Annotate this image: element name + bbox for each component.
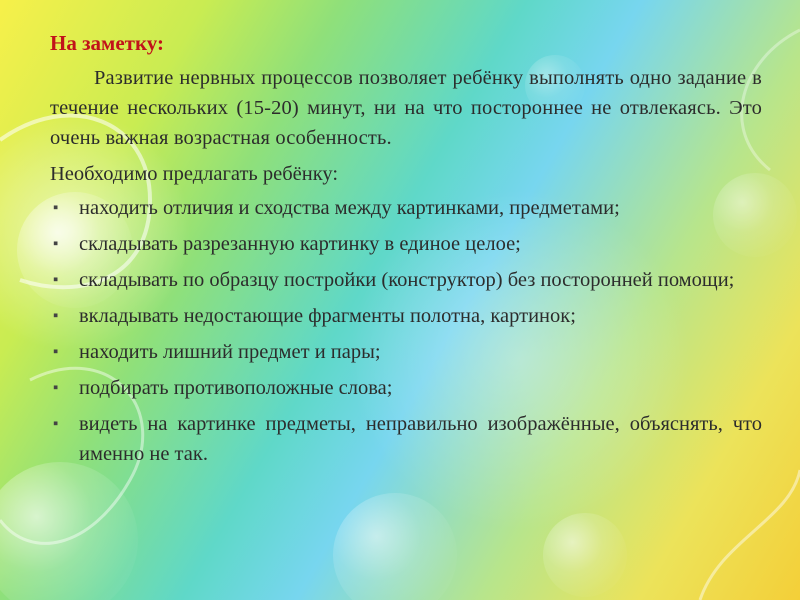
square-bullet-icon: ▪	[53, 380, 59, 396]
recommendation-list	[50, 193, 762, 469]
square-bullet-icon: ▪	[53, 236, 59, 252]
slide-content	[50, 28, 762, 475]
square-bullet-icon: ▪	[53, 344, 59, 360]
square-bullet-icon: ▪	[53, 416, 59, 432]
bubble-decoration	[0, 462, 138, 600]
list-item	[50, 265, 762, 295]
intro-paragraph: Развитие нервных процессов позволяет ребёнку выполнять одно задание в течение нескольких (15-20) минут, ни на что постороннее не отвлекаясь. Это очень важная возрастная особенность.	[50, 67, 762, 149]
list-item-text: подбирать противоположные слова;	[79, 377, 393, 399]
list-item	[50, 409, 762, 469]
bubble-decoration	[543, 513, 627, 597]
slide-title: На заметку:	[50, 31, 164, 55]
square-bullet-icon: ▪	[53, 272, 59, 288]
square-bullet-icon: ▪	[53, 200, 59, 216]
list-item-text: находить отличия и сходства между картинками, предметами;	[79, 197, 620, 219]
square-bullet-icon: ▪	[53, 308, 59, 324]
list-item-text: видеть на картинке предметы, неправильно изображённые, объяснять, что именно не так.	[79, 413, 762, 465]
list-lead: Необходимо предлагать ребёнку:	[50, 163, 339, 185]
list-item	[50, 373, 762, 403]
list-item	[50, 229, 762, 259]
list-item-text: находить лишний предмет и пары;	[79, 341, 381, 363]
list-item-text: складывать по образцу постройки (конструктор) без посторонней помощи;	[79, 269, 735, 291]
list-item	[50, 301, 762, 331]
list-item-text: складывать разрезанную картинку в единое целое;	[79, 233, 521, 255]
list-item	[50, 193, 762, 223]
list-item	[50, 337, 762, 367]
list-item-text: вкладывать недостающие фрагменты полотна, картинок;	[79, 305, 576, 327]
swirl-decoration	[700, 470, 800, 600]
